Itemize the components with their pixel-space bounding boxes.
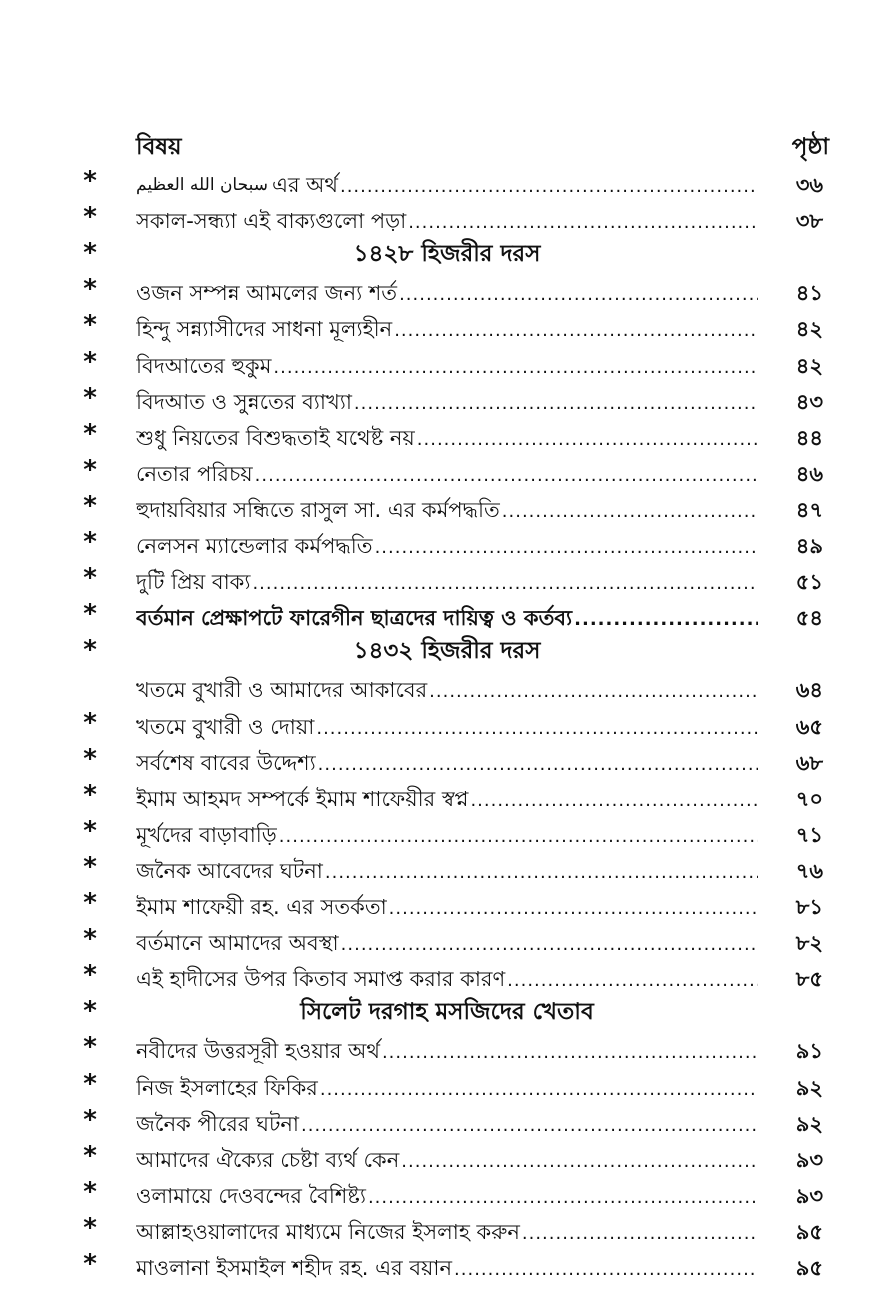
- page-number: ৪৬: [795, 461, 823, 486]
- entry-title: মাওলানা ইসমাইল শহীদ রহ. এর বয়ান: [136, 1256, 453, 1280]
- section-title: ১৪২৮ হিজরীর দরস: [353, 241, 541, 268]
- entry-title-line: [136, 706, 758, 742]
- bullet-star: *: [83, 1068, 97, 1099]
- toc-entry: [0, 272, 869, 308]
- dot-leader: [382, 1040, 758, 1066]
- page-number: ৬৪: [795, 678, 823, 703]
- bullet-star: *: [83, 454, 97, 485]
- toc-entry: [0, 958, 869, 994]
- dot-leader: [522, 1221, 758, 1247]
- toc-entry: [0, 922, 869, 958]
- toc-entry: [0, 850, 869, 886]
- toc-entry: [0, 1030, 869, 1066]
- bullet-star: *: [83, 382, 97, 413]
- entry-title-line: [136, 886, 758, 922]
- entry-title: বর্তমানে আমাদের অবস্থা: [136, 931, 339, 956]
- toc-entry: [0, 381, 869, 417]
- dot-leader: [341, 932, 758, 958]
- bullet-star: *: [83, 202, 97, 233]
- entry-title: নিজ ইসলাহের ফিকির: [136, 1075, 318, 1100]
- toc-entry: [0, 200, 869, 236]
- page-number: ৯৩: [795, 1183, 823, 1208]
- page-number: ৯৩: [795, 1147, 823, 1172]
- entry-title-line: [136, 922, 758, 958]
- dot-leader: [320, 1077, 758, 1103]
- page-number: ৯৫: [795, 1256, 823, 1280]
- dot-leader: [279, 824, 758, 850]
- bullet-star: *: [83, 1249, 97, 1279]
- subject-header: বিষয়: [136, 134, 182, 160]
- bullet-star: *: [83, 346, 97, 377]
- toc-entry: [0, 1211, 869, 1247]
- page-number: ৯২: [795, 1111, 823, 1136]
- dot-leader: [340, 174, 758, 200]
- toc-entry: [0, 164, 869, 200]
- entry-title-line: [136, 778, 758, 814]
- page-number: ৫৪: [795, 606, 823, 631]
- entry-title-line: [136, 1139, 758, 1175]
- dot-leader: [252, 571, 758, 597]
- dot-leader: [454, 1257, 758, 1283]
- dot-leader: [316, 716, 758, 742]
- entry-title-line: [136, 561, 758, 597]
- bullet-star: *: [83, 599, 97, 630]
- bullet-star: *: [83, 707, 97, 738]
- dot-leader: [389, 896, 758, 922]
- dot-leader: [394, 318, 758, 344]
- bullet-star: *: [83, 1104, 97, 1135]
- page-number: ৭১: [795, 822, 823, 847]
- entry-title: হুদায়বিয়ার সন্ধিতে রাসুল সা. এর কর্মপদ্ধতি: [136, 497, 500, 522]
- entry-title: আল্লাহওয়ালাদের মাধ্যমে নিজের ইসলাহ করুন: [136, 1219, 520, 1244]
- bullet-star: *: [83, 1212, 97, 1243]
- toc-entry: [0, 1175, 869, 1211]
- entry-title: বর্তমান প্রেক্ষাপটে ফারেগীন ছাত্রদের দায়িত্ব ও কর্তব্য: [136, 606, 573, 631]
- page-number: ৪৯: [795, 534, 823, 558]
- toc-entry: [0, 308, 869, 344]
- entry-title: দুটি প্রিয় বাক্য: [136, 570, 251, 595]
- page-number: ৯২: [795, 1075, 823, 1100]
- dot-leader: [255, 463, 758, 489]
- entry-title: সর্বশেষ বাবের উদ্দেশ্য: [136, 750, 316, 775]
- entry-title-line: [136, 958, 758, 994]
- page-number: ৪৩: [795, 389, 823, 414]
- page-number: ৪২: [795, 353, 823, 378]
- toc-section-heading: [0, 633, 869, 669]
- entry-title-line: [136, 345, 758, 381]
- entry-title-line: [136, 850, 758, 886]
- page-number: ৯১: [795, 1039, 823, 1064]
- page-number: ৯৫: [795, 1219, 823, 1244]
- entry-title: খতমে বুখারী ও আমাদের আকাবের: [136, 678, 428, 703]
- page-number: ৩৮: [795, 209, 823, 234]
- entry-title-line: [136, 417, 758, 453]
- entry-title: বিদআত ও সুন্নতের ব্যাখ্যা: [136, 389, 352, 414]
- bullet-star: *: [83, 1176, 97, 1207]
- entry-title-line: [136, 742, 758, 778]
- bullet-star: *: [83, 527, 97, 557]
- entry-title: ইমাম আহমদ সম্পর্কে ইমাম শাফেয়ীর স্বপ্ন: [136, 786, 469, 811]
- bullet-star: *: [83, 1032, 97, 1063]
- entry-title-line: [136, 1211, 758, 1247]
- toc-entry: [0, 1103, 869, 1139]
- entry-title: জনৈক পীরের ঘটনা: [136, 1111, 300, 1136]
- entry-title-line: [136, 1247, 758, 1283]
- toc-entry: [0, 489, 869, 525]
- entry-title-line: [136, 669, 758, 705]
- bullet-star: *: [83, 418, 97, 449]
- page-number: ৪১: [795, 281, 823, 306]
- dot-leader: [368, 1185, 758, 1211]
- entry-title: এই হাদীসের উপর কিতাব সমাপ্ত করার কারণ: [136, 967, 506, 992]
- bullet-star: *: [83, 1140, 97, 1171]
- entry-title: বিদআতের হুকুম: [136, 353, 272, 378]
- page-number: ৩৬: [795, 173, 823, 197]
- bullet-star: *: [83, 960, 97, 991]
- arabic-phrase: سبحان الله العظيم: [136, 175, 268, 195]
- toc-entry: [0, 886, 869, 922]
- entry-title-line: [136, 1175, 758, 1211]
- page-number: ৫১: [795, 570, 823, 595]
- bullet-star: *: [83, 490, 97, 521]
- entry-title-line: [136, 453, 758, 489]
- dot-leader: [354, 391, 758, 417]
- entry-title: আমাদের ঐক্যের চেষ্টা ব্যর্থ কেন: [136, 1147, 400, 1172]
- dot-leader: [273, 355, 758, 381]
- section-title: সিলেট দরগাহ মসজিদের খেতাব: [300, 999, 594, 1026]
- entry-title-line: [136, 164, 758, 200]
- toc-entry: [0, 742, 869, 778]
- page-number: ৮৫: [795, 967, 823, 992]
- page-number: ৭০: [795, 786, 823, 811]
- dot-leader: [429, 679, 758, 705]
- bullet-star: *: [83, 924, 97, 955]
- section-title: ১৪৩২ হিজরীর দরস: [353, 638, 541, 665]
- dot-leader: [470, 788, 758, 814]
- entry-title: ওজন সম্পন্ন আমলের জন্য শর্ত: [136, 281, 398, 306]
- toc-entry: [0, 669, 869, 705]
- toc-entry: [0, 814, 869, 850]
- entry-title-line: [136, 200, 758, 236]
- entry-title-line: [136, 1103, 758, 1139]
- entry-title: নেলসন ম্যান্ডেলার কর্মপদ্ধতি: [136, 534, 373, 558]
- dot-leader: [401, 1149, 758, 1175]
- toc-entry: [0, 1139, 869, 1175]
- dot-leader: [417, 427, 758, 453]
- bullet-star: *: [83, 563, 97, 594]
- bullet-star: *: [83, 888, 97, 918]
- entry-title: হিন্দু সন্ন্যাসীদের সাধনা মূল্যহীন: [136, 317, 393, 342]
- toc-entry: [0, 453, 869, 489]
- entry-title-line: [136, 489, 758, 525]
- toc-entry: [0, 345, 869, 381]
- entry-title-line: [136, 1030, 758, 1066]
- toc-entry: [0, 1067, 869, 1103]
- bullet-star: *: [83, 996, 97, 1027]
- bullet-star: *: [83, 274, 97, 305]
- toc-entry: [0, 597, 869, 633]
- entry-title: জনৈক আবেদের ঘটনা: [136, 858, 323, 883]
- bullet-star: *: [83, 851, 97, 882]
- bullet-star: *: [83, 743, 97, 774]
- entry-title-line: [136, 381, 758, 417]
- page-number: ৪৪: [795, 425, 823, 450]
- dot-leader: [301, 1113, 758, 1139]
- bullet-star: *: [83, 779, 97, 810]
- bullet-star: *: [83, 238, 97, 269]
- toc-entry: [0, 417, 869, 453]
- bullet-star: *: [83, 166, 97, 196]
- page-number: ৭৬: [795, 858, 823, 883]
- toc-entry: [0, 525, 869, 561]
- dot-leader: [399, 282, 758, 308]
- entry-title-line: [136, 272, 758, 308]
- toc-section-heading: [0, 994, 869, 1030]
- entry-title-line: [136, 1067, 758, 1103]
- dot-leader: [408, 210, 758, 236]
- page-number: ৮১: [795, 895, 823, 919]
- dot-leader: [318, 752, 758, 778]
- toc-entry: [0, 778, 869, 814]
- page-number: ৬৫: [795, 714, 823, 739]
- dot-leader: [574, 607, 758, 633]
- toc-section-heading: [0, 236, 869, 272]
- entry-title: ইমাম শাফেয়ী রহ. এর সতর্কতা: [136, 895, 387, 919]
- entry-title: ওলামায়ে দেওবন্দের বৈশিষ্ট্য: [136, 1183, 366, 1208]
- dot-leader: [375, 535, 758, 561]
- bullet-star: *: [83, 310, 97, 341]
- entry-title: এর অর্থ: [271, 173, 338, 197]
- entry-title-line: [136, 597, 758, 633]
- toc-entry: [0, 1247, 869, 1283]
- entry-title: মূর্খদের বাড়াবাড়ি: [136, 822, 277, 847]
- toc-entry: [0, 561, 869, 597]
- page-header: পৃষ্ঠা: [791, 134, 829, 160]
- entry-title: সকাল-সন্ধ্যা এই বাক্যগুলো পড়া: [136, 209, 407, 234]
- bullet-star: *: [83, 815, 97, 846]
- entry-title: খতমে বুখারী ও দোয়া: [136, 714, 315, 739]
- entry-title-line: [136, 814, 758, 850]
- toc-entry: [0, 706, 869, 742]
- entry-title-line: [136, 525, 758, 561]
- entry-title-line: [136, 308, 758, 344]
- page-number: ৮২: [795, 931, 823, 956]
- dot-leader: [502, 499, 758, 525]
- entry-title: নেতার পরিচয়: [136, 461, 253, 486]
- entry-title: শুধু নিয়তের বিশুদ্ধতাই যথেষ্ট নয়: [136, 425, 415, 450]
- bullet-star: *: [83, 635, 97, 666]
- page-number: ৬৮: [795, 750, 823, 775]
- entry-title: নবীদের উত্তরসূরী হওয়ার অর্থ: [136, 1039, 380, 1064]
- page-number: ৪৭: [795, 497, 823, 522]
- dot-leader: [507, 968, 758, 994]
- dot-leader: [325, 860, 758, 886]
- page-number: ৪২: [795, 317, 823, 342]
